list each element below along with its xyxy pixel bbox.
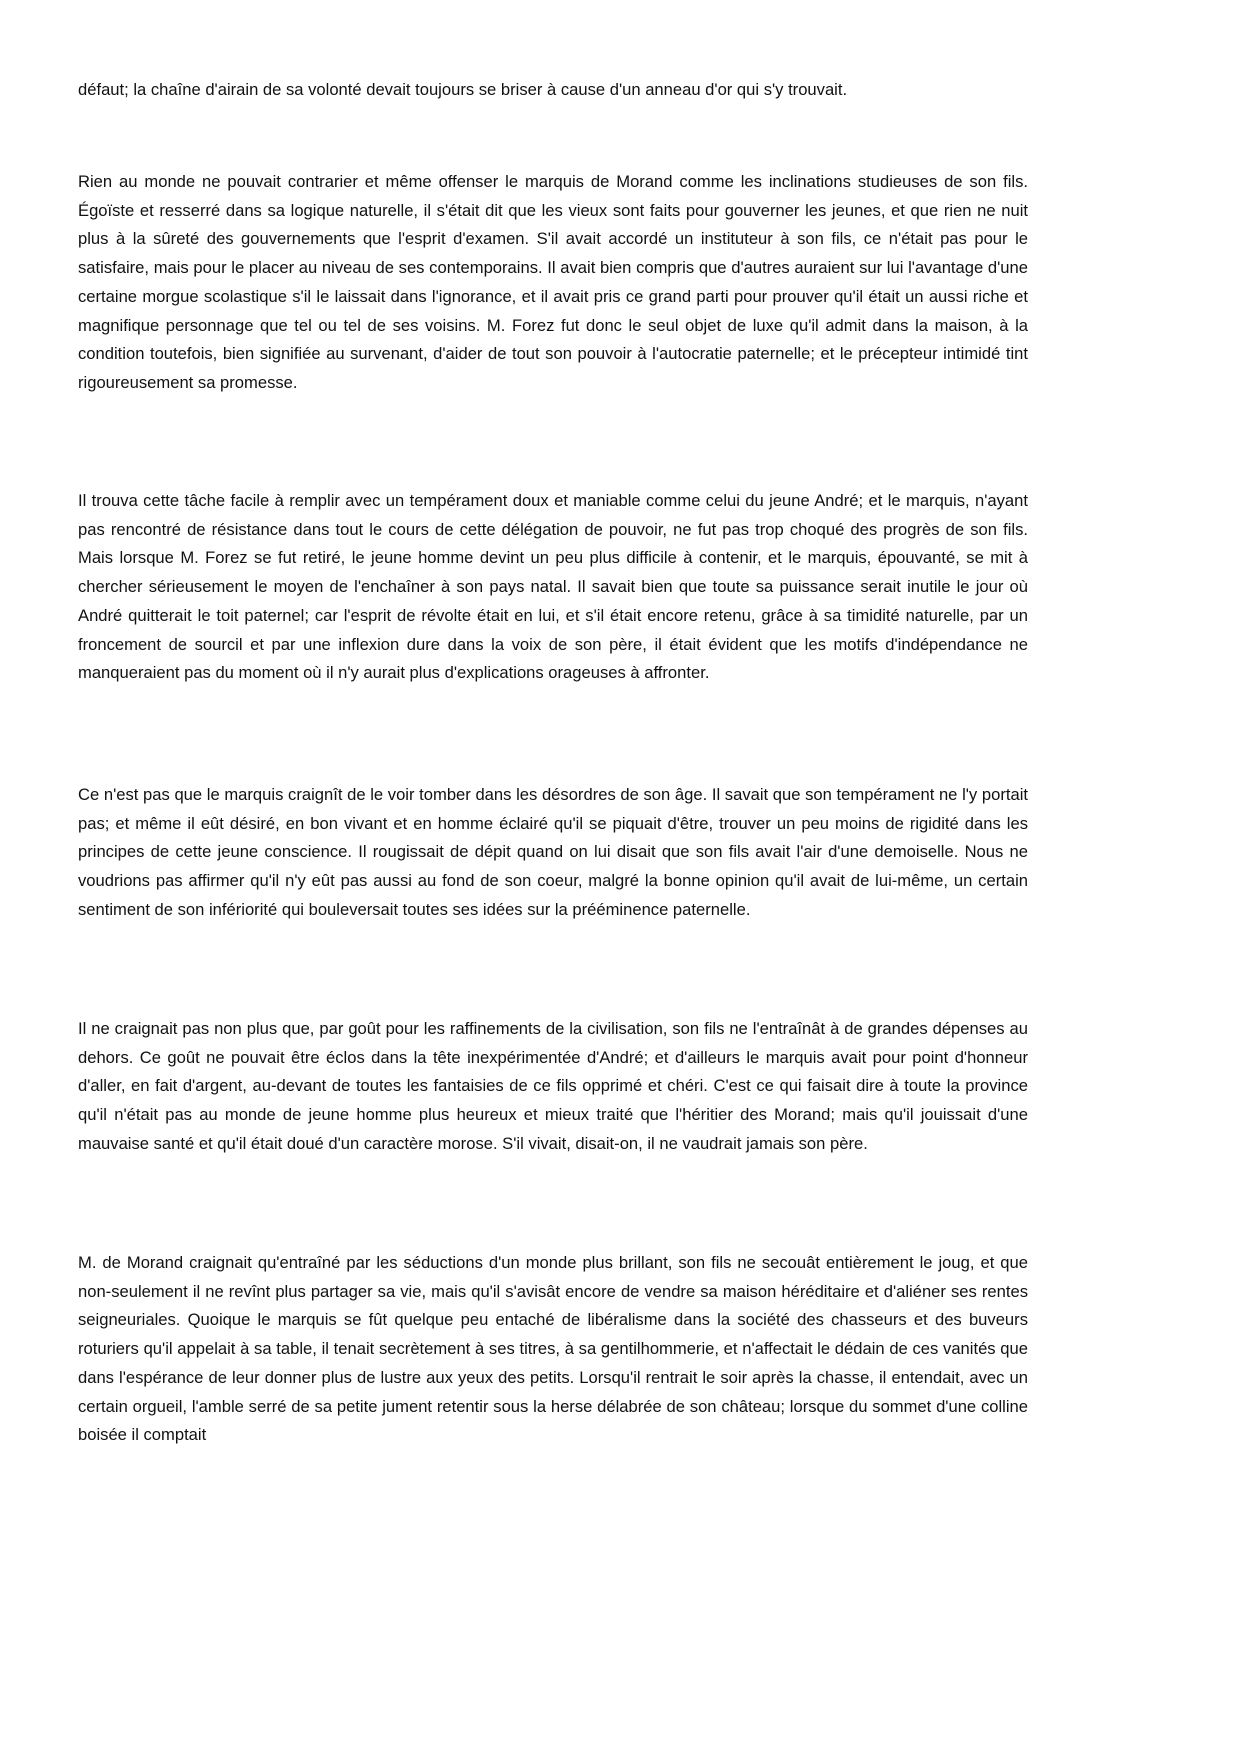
paragraph-inheritance: M. de Morand craignait qu'entraîné par les séductions d'un monde plus brillant, son fils ne secouât entièrement le joug, et que non-seulement il ne revînt plus partager sa vie, mais qu'il s'avisât encore de vendre sa maison héréditaire et d'aliéner ses rentes seigneuriales. Quoique le marquis se fût quelque peu entaché de libéralisme dans la société des chasseurs et des buveurs roturiers qu'il appelait à sa table, il tenait secrètement à ses titres, à sa gentilhommerie, et n'affectait le dédain de ces vanités que dans l'espérance de leur donner plus de lustre aux yeux des petits. Lorsqu'il rentrait le soir après la chasse, il entendait, avec un certain orgueil, l'amble serré de sa petite jument retentir sous la herse délabrée de son château; lorsque du sommet d'une colline boisée il comptait <box>78 1253 1028 1445</box>
paragraph-continuation: défaut; la chaîne d'airain de sa volonté devait toujours se briser à cause d'un anneau d'or qui s'y trouvait. <box>78 80 848 99</box>
paragraph-fear-disorder: Ce n'est pas que le marquis craignît de le voir tomber dans les désordres de son âge. Il savait que son tempérament ne l'y portait pas; et même il eût désiré, en bon vivant et en homme éclairé qu'il se piquait d'être, trouver un peu moins de rigidité dans les principes de cette jeune conscience. Il rougissait de dépit quand on lui disait que son fils avait l'air d'une demoiselle. Nous ne voudrions pas affirmer qu'il n'y eût pas aussi au fond de son coeur, malgré la bonne opinion qu'il avait de lui-même, un certain sentiment de son infériorité qui bouleversait toutes ses idées sur la prééminence paternelle. <box>78 785 1028 919</box>
paragraph-expenses: Il ne craignait pas non plus que, par goût pour les raffinements de la civilisation, son fils ne l'entraînât à de grandes dépenses au dehors. Ce goût ne pouvait être éclos dans la tête inexpérimentée d'André; et d'ailleurs le marquis avait pour point d'honneur d'aller, en fait d'argent, au-devant de toutes les fantaisies de ce fils opprimé et chéri. C'est ce qui faisait dire à toute la province qu'il n'était pas au monde de jeune homme plus heureux et mieux traité que l'héritier des Morand; mais qu'il jouissait d'une mauvaise santé et qu'il était doué d'un caractère morose. S'il vivait, disait-on, il ne vaudrait jamais son père. <box>78 1019 1028 1153</box>
paragraph-marquis-son: Rien au monde ne pouvait contrarier et même offenser le marquis de Morand comme les inclinations studieuses de son fils. Égoïste et resserré dans sa logique naturelle, il s'était dit que les vieux sont faits pour gouverner les jeunes, et que rien ne nuit plus à la sûreté des gouvernements que l'esprit d'examen. S'il avait accordé un instituteur à son fils, ce n'était pas pour le satisfaire, mais pour le placer au niveau de ses contemporains. Il avait bien compris que d'autres auraient sur lui l'avantage d'une certaine morgue scolastique s'il le laissait dans l'ignorance, et il avait pris ce grand parti pour prouver qu'il était un aussi riche et magnifique personnage que tel ou tel de ses voisins. M. Forez fut donc le seul objet de luxe qu'il admit dans la maison, à la condition toutefois, bien signifiée au survenant, d'aider de tout son pouvoir à l'autocratie paternelle; et le précepteur intimidé tint rigoureusement sa promesse. <box>78 172 1028 392</box>
paragraph-andre-temper: Il trouva cette tâche facile à remplir avec un tempérament doux et maniable comme celui du jeune André; et le marquis, n'ayant pas rencontré de résistance dans tout le cours de cette délégation de pouvoir, ne fut pas trop choqué des progrès de son fils. Mais lorsque M. Forez se fut retiré, le jeune homme devint un peu plus difficile à contenir, et le marquis, épouvanté, se mit à chercher sérieusement le moyen de l'enchaîner à son pays natal. Il savait bien que toute sa puissance serait inutile le jour où André quitterait le toit paternel; car l'esprit de révolte était en lui, et s'il était encore retenu, grâce à sa timidité naturelle, par un froncement de sourcil et par une inflexion dure dans la voix de son père, il était évident que les motifs d'indépendance ne manqueraient pas du moment où il n'y aurait plus d'explications orageuses à affronter. <box>78 491 1028 683</box>
